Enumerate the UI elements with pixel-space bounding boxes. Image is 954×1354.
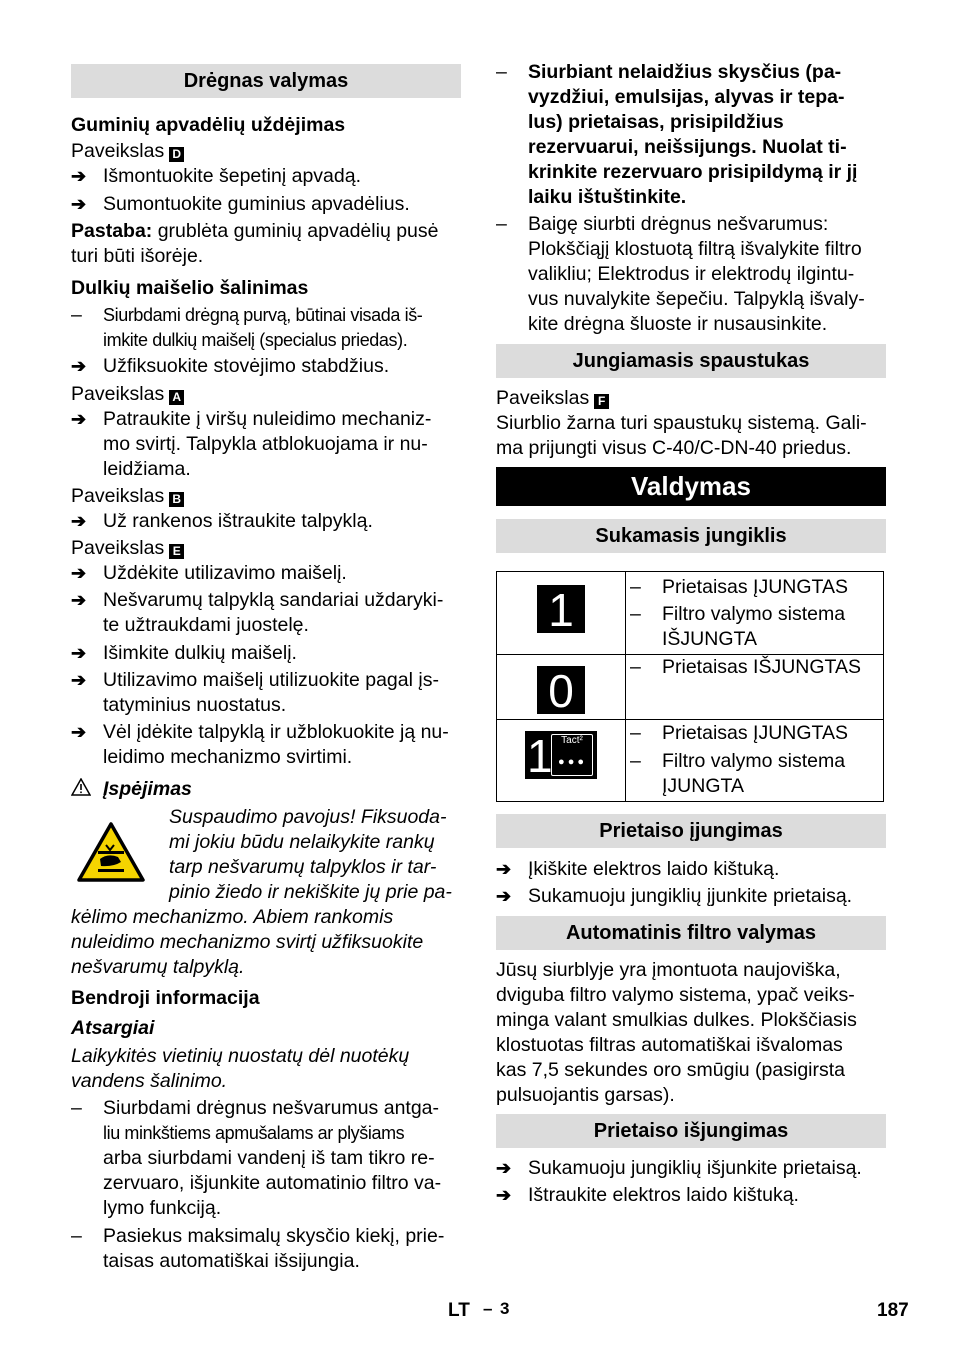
dash-bullet: – [630,603,641,625]
step-text: leidimo mechanizmo svirtimi. [103,746,353,768]
body-text: Siurblio žarna turi spaustukų sistemą. Gali- [496,412,867,434]
heading-dust-bag: Dulkių maišelio šalinimas [71,277,309,299]
bullet-text-bold: Siurbiant nelaidžius skysčius (pa- [528,61,842,83]
warning-text: kėlimo mechanizmo. Abiem rankomis [71,906,394,928]
dash-bullet: – [71,1097,82,1119]
arrow-icon: ➔ [71,722,87,742]
section-title-operation: Valdymas [496,467,886,506]
bullet-text: kite drėgna šluoste ir nusausinkite. [528,313,828,335]
arrow-icon: ➔ [71,409,87,429]
figure-letter-f: F [594,394,609,409]
figure-ref [496,386,609,411]
figure-label: Paveikslas [71,383,165,405]
figure-label: Paveikslas [496,387,590,409]
bullet-text-bold: rezervuarui, neišsijungs. Nuolat ti- [528,136,847,158]
figure-ref [71,382,184,407]
bullet-text: taisas automatiškai išsijungia. [103,1250,360,1272]
tact-label: Tact² [561,735,583,746]
warning-triangle-icon [71,778,91,796]
arrow-icon: ➔ [496,1185,512,1205]
step-text: Sukamuoju jungiklių išjunkite prietaisą. [528,1157,862,1179]
bullet-text: vus nuvalykite šepečiu. Talpyklą išvaly- [528,288,865,310]
caution-title: Atsargiai [71,1017,155,1039]
section-header-wet-cleaning: Drėgnas valymas [71,64,461,98]
arrow-icon: ➔ [71,670,87,690]
figure-ref [71,536,184,561]
bullet-text-bold: lus) prietaisas, prisipildžius [528,111,784,133]
note-text: grublėta guminių apvadėlių pusė [152,220,439,242]
warning-text: Suspaudimo pavojus! Fiksuoda- [169,806,447,828]
switch-desc: Filtro valymo sistema [662,750,846,772]
step-text: Patraukite į viršų nuleidimo mechaniz- [103,408,432,430]
bullet-text: liu minkštiems apmušalams ar plyšiams [103,1123,405,1143]
note [71,219,439,244]
footer-dash: – [483,1299,493,1318]
section-header-rotary-switch: Sukamasis jungiklis [496,519,886,553]
page-number: 187 [877,1300,909,1321]
body-text: pulsuojantis garsas). [496,1084,675,1106]
figure-letter-b: B [169,492,184,507]
dash-bullet: – [630,750,641,772]
warning-text: nešvarumų talpyklą. [71,956,245,978]
switch-symbol-cell [497,572,626,655]
bullet-text: Baigę siurbti drėgnus nešvarumus: [528,213,829,235]
warning-text: tarp nešvarumų talpyklos ir tar- [169,856,437,878]
tact-box [551,734,593,776]
dash-bullet: – [496,213,507,235]
note-label: Pastaba: [71,220,153,242]
switch-row [497,572,884,655]
footer-section-number: 3 [500,1299,510,1318]
bullet-text: valikliu; Elektrodus ir elektrodų ilgintu- [528,263,855,285]
body-text: Jūsų siurblyje yra įmontuota naujoviška, [496,959,841,981]
arrow-icon: ➔ [496,1158,512,1178]
arrow-icon: ➔ [496,859,512,879]
switch-row [497,655,884,720]
tact-dots-icon: ● ● ● [558,756,585,768]
switch-position-off-icon: 0 [537,666,585,714]
step-text: Už rankenos ištraukite talpyklą. [103,510,373,532]
section-header-clip: Jungiamasis spaustukas [496,344,886,378]
step-text: mo svirtį. Talpykla atblokuojama ir nu- [103,433,428,455]
step-text: leidžiama. [103,458,191,480]
section-header-auto-filter: Automatinis filtro valymas [496,916,886,950]
step-text: Išmontuokite šepetinį apvadą. [103,165,361,187]
switch-row [497,720,884,802]
switch-desc: IŠJUNGTA [662,628,757,650]
dash-bullet: – [630,656,641,678]
heading-rubber-strips: Guminių apvadėlių uždėjimas [71,114,346,136]
step-text: Uždėkite utilizavimo maišelį. [103,562,347,584]
dash-bullet: – [630,576,641,598]
step-text: Sukamuoju jungiklių įjunkite prietaisą. [528,885,853,907]
switch-desc: Filtro valymo sistema [662,603,846,625]
step-text: Ištraukite elektros laido kištuką. [528,1184,799,1206]
switch-desc-cell [626,720,884,802]
dash-bullet: – [630,722,641,744]
caution-text: vandens šalinimo. [71,1070,228,1092]
step-text: Vėl įdėkite talpyklą ir užblokuokite ją nu- [103,721,449,743]
warning-text: mi jokiu būdu nelaikykite rankų [169,831,435,853]
bullet-text: Siurbdami drėgnus nešvarumus antga- [103,1097,440,1119]
dash-bullet: – [71,304,82,326]
warning-text: nuleidimo mechanizmo svirtį užfiksuokite [71,931,424,953]
step-text: Sumontuokite guminius apvadėlius. [103,193,410,215]
warning-text: pinio žiedo ir nekiškite jų prie pa- [169,881,452,903]
bullet-text: zervuaro, išjunkite automatinio filtro va- [103,1172,442,1194]
bullet-text-bold: laiku ištuštinkite. [528,186,687,208]
figure-label: Paveikslas [71,140,165,162]
bullet-text: Pasiekus maksimalų skysčio kiekį, prie- [103,1225,445,1247]
switch-desc: ĮJUNGTA [662,775,744,797]
body-text: kas 7,5 sekundes oro smūgiu (pasigirsta [496,1059,846,1081]
bullet-text: imkite dulkių maišelį (specialus priedas). [103,330,408,350]
switch-desc: Prietaisas IŠJUNGTAS [662,656,862,678]
dash-bullet: – [496,61,507,83]
step-text: Utilizavimo maišelį utilizuokite pagal įs- [103,669,439,691]
step-text: Įkiškite elektros laido kištuką. [528,858,780,880]
warning-title: Įspėjimas [103,778,192,800]
section-header-power-on: Prietaiso įjungimas [496,814,886,848]
bullet-text-bold: krinkite rezervuaro prisipildymą ir jį [528,161,858,183]
switch-position-tact-icon [525,730,597,782]
bullet-text: arba siurbdami vandenį iš tam tikro re- [103,1147,435,1169]
switch-table [496,571,884,802]
switch-position-on-icon: 1 [537,585,585,633]
step-text: Nešvarumų talpyklą sandariai uždaryki- [103,589,444,611]
body-text: ma prijungti visus C-40/C-DN-40 priedus. [496,437,852,459]
switch-symbol-cell [497,655,626,720]
figure-ref [71,484,184,509]
switch-symbol-cell [497,720,626,802]
note-text: turi būti išorėje. [71,245,204,267]
figure-letter-d: D [169,147,184,162]
figure-label: Paveikslas [71,485,165,507]
figure-letter-a: A [169,390,184,405]
bullet-text-bold: vyzdžiui, emulsijas, alyvas ir tepa- [528,86,845,108]
figure-letter-e: E [169,544,184,559]
switch-symbol-digit: 1 [527,730,553,782]
footer-language: LT [448,1300,470,1321]
switch-desc-cell [626,655,884,720]
step-text: tatyminius nuostatus. [103,694,287,716]
switch-desc: Prietaisas ĮJUNGTAS [662,576,849,598]
arrow-icon: ➔ [71,511,87,531]
arrow-icon: ➔ [71,590,87,610]
step-text: Išimkite dulkių maišelį. [103,642,297,664]
arrow-icon: ➔ [71,356,87,376]
arrow-icon: ➔ [71,643,87,663]
dash-bullet: – [71,1225,82,1247]
bullet-text: lymo funkciją. [103,1197,222,1219]
body-text: minga valant smulkias dulkes. Plokščiasis [496,1009,857,1031]
step-text: Užfiksuokite stovėjimo stabdžius. [103,355,390,377]
body-text: klostuotas filtras automatiškai išvalomas [496,1034,843,1056]
arrow-icon: ➔ [496,886,512,906]
body-text: dviguba filtro valymo sistema, ypač veiks- [496,984,855,1006]
heading-general-info: Bendroji informacija [71,987,260,1009]
bullet-text: Plokščiąjį klostuotą filtrą išvalykite filtro [528,238,862,260]
arrow-icon: ➔ [71,166,87,186]
hand-crush-warning-icon [76,821,146,883]
arrow-icon: ➔ [71,563,87,583]
caution-text: Laikykitės vietinių nuostatų dėl nuotėkų [71,1045,410,1067]
section-header-power-off: Prietaiso išjungimas [496,1114,886,1148]
switch-desc: Prietaisas ĮJUNGTAS [662,722,849,744]
step-text: te užtraukdami juostelę. [103,614,309,636]
switch-desc-cell [626,572,884,655]
figure-label: Paveikslas [71,537,165,559]
bullet-text: Siurbdami drėgną purvą, būtinai visada iš- [103,305,423,325]
arrow-icon: ➔ [71,194,87,214]
figure-ref [71,139,184,164]
